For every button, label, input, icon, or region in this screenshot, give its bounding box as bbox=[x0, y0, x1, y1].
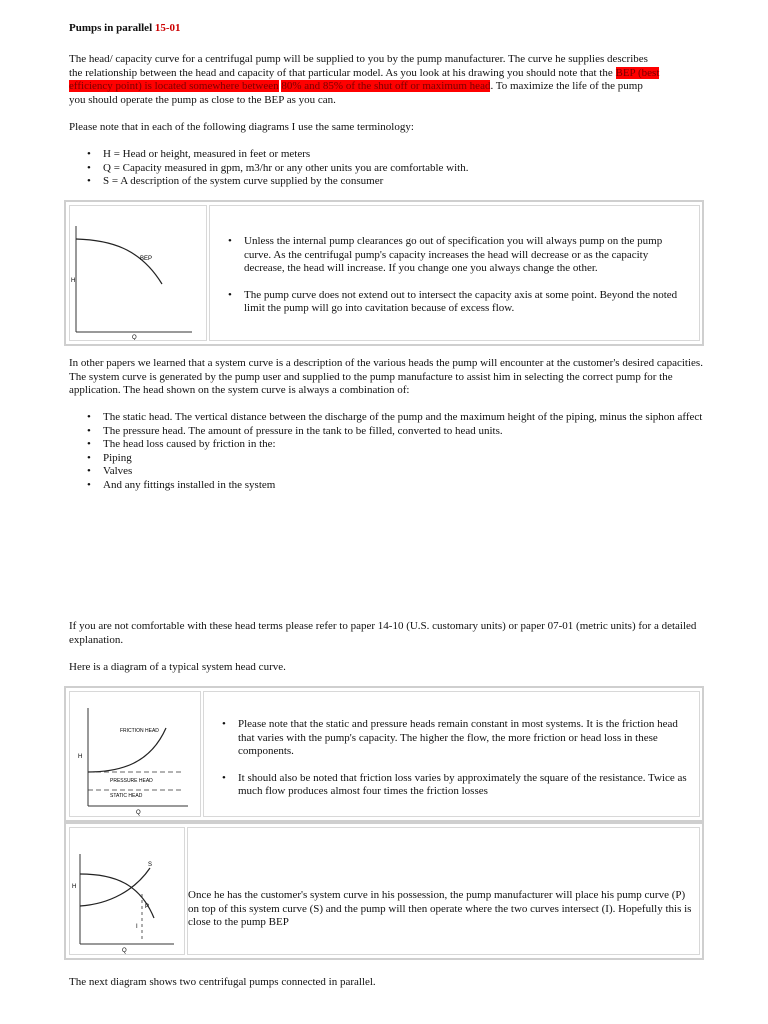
system-curve-bullets bbox=[204, 718, 694, 799]
system-curve-table bbox=[64, 686, 704, 822]
operating-point-table bbox=[64, 822, 704, 960]
operating-point-figure-cell bbox=[69, 827, 185, 955]
pump-curve-bullets bbox=[210, 235, 688, 316]
terminology-intro: Please note that in each of the following diagrams I use the same terminology: bbox=[69, 121, 414, 133]
highlight-efficiency: efficiency point) is located somewhere between bbox=[69, 80, 279, 92]
page-title bbox=[69, 22, 181, 34]
list-item: • Valves bbox=[69, 465, 709, 479]
refer-paragraph: If you are not comfortable with these head terms please refer to paper 14-10 (U.S. customary units) or paper 07-01 (metric units) for a detailed explanation. bbox=[69, 620, 697, 646]
intro-paragraph bbox=[69, 53, 709, 107]
i-label: I bbox=[136, 924, 138, 930]
list-item: • Please note that the static and pressure heads remain constant in most systems. It is the friction head that varies with the pump's capacity. The higher the flow, the more friction or head loss in these components. bbox=[204, 718, 694, 759]
highlight-range: 80% and 85% of the shut off or maximum head bbox=[281, 80, 491, 92]
operating-point-text-cell bbox=[187, 827, 700, 955]
intro-text: . To maximize the life of the pump bbox=[490, 80, 643, 92]
p-label: P bbox=[145, 904, 150, 910]
system-curve-paragraph: In other papers we learned that a system curve is a description of the various heads the pump will encounter at the customer's desired capacities. The system curve is generated by the pump user and supplied to the pump manufacture to assist him in selecting the correct pump for the application. The head shown on the system curve is always a combination of: bbox=[69, 357, 703, 396]
list-item: • And any fittings installed in the system bbox=[69, 479, 709, 493]
friction-head-label: FRICTION HEAD bbox=[120, 728, 159, 734]
final-paragraph: The next diagram shows two centrifugal pumps connected in parallel. bbox=[69, 976, 376, 988]
list-item: • Piping bbox=[69, 452, 709, 466]
intro-line: you should operate the pump as close to the BEP as you can. bbox=[69, 93, 336, 106]
system-curve-text-cell bbox=[203, 691, 700, 817]
friction-curve bbox=[88, 728, 166, 772]
q-label: Q bbox=[132, 335, 137, 340]
system-curve-s bbox=[80, 868, 150, 906]
list-item: • H = Head or height, measured in feet or meters bbox=[69, 148, 709, 162]
intro-line bbox=[69, 80, 709, 94]
h-label: H bbox=[78, 754, 83, 760]
static-head-label: STATIC HEAD bbox=[110, 793, 143, 799]
operating-point-text: Once he has the customer's system curve in his possession, the pump manufacturer will place his pump curve (P) on top of this system curve (S) and the pump will then operate where the two curves intersect (I). Hopefully this is close to the pump BEP bbox=[188, 889, 692, 928]
q-label: Q bbox=[136, 810, 141, 816]
pump-curve-diagram bbox=[70, 206, 206, 340]
highlight-bep: BEP (best bbox=[615, 66, 660, 79]
s-label: S bbox=[148, 862, 153, 868]
list-item: • The head loss caused by friction in the: bbox=[69, 438, 709, 452]
pressure-head-label: PRESSURE HEAD bbox=[110, 778, 153, 784]
intro-line bbox=[69, 67, 709, 81]
head-components-list bbox=[69, 411, 709, 492]
system-curve-diagram bbox=[70, 692, 200, 816]
h-label: H bbox=[71, 278, 76, 284]
pump-curve-figure-cell bbox=[69, 205, 207, 341]
bep-label: BEP bbox=[140, 256, 153, 262]
list-item: • It should also be noted that friction loss varies by approximately the square of the resistance. Twice as much flow produces almost four times the friction losses bbox=[204, 772, 694, 799]
intro-text: the relationship between the head and capacity of that particular model. As you look at his drawing you should note that the bbox=[69, 66, 616, 79]
list-item: • The pump curve does not extend out to intersect the capacity axis at some point. Beyond the noted limit the pump will go into cavitation because of excess flow. bbox=[210, 289, 688, 316]
pump-curve-text-cell bbox=[209, 205, 700, 341]
page-title-text: Pumps in parallel bbox=[69, 22, 155, 34]
q-label: Q bbox=[122, 948, 127, 954]
list-item: • The pressure head. The amount of pressure in the tank to be filled, converted to head units. bbox=[69, 425, 709, 439]
list-item: • The static head. The vertical distance between the discharge of the pump and the maximum height of the piping, minus the siphon affect bbox=[69, 411, 709, 425]
intro-line: The head/ capacity curve for a centrifugal pump will be supplied to you by the pump manufacturer. The curve he supplies describes bbox=[69, 53, 648, 65]
pump-curve-table bbox=[64, 200, 704, 346]
system-curve-figure-cell bbox=[69, 691, 201, 817]
diagram-intro: Here is a diagram of a typical system head curve. bbox=[69, 661, 286, 673]
terms-list bbox=[69, 148, 709, 189]
paper-number: 15-01 bbox=[154, 22, 181, 34]
list-item: • S = A description of the system curve supplied by the consumer bbox=[69, 175, 709, 189]
h-label: H bbox=[72, 884, 77, 890]
list-item: • Unless the internal pump clearances go out of specification you will always pump on the pump curve. As the centrifugal pump's capacity increases the head will decrease or as the capacity decrease, the head will increase. If you change one you always change the other. bbox=[210, 235, 688, 276]
list-item: • Q = Capacity measured in gpm, m3/hr or any other units you are comfortable with. bbox=[69, 162, 709, 176]
operating-point-diagram bbox=[70, 828, 184, 954]
